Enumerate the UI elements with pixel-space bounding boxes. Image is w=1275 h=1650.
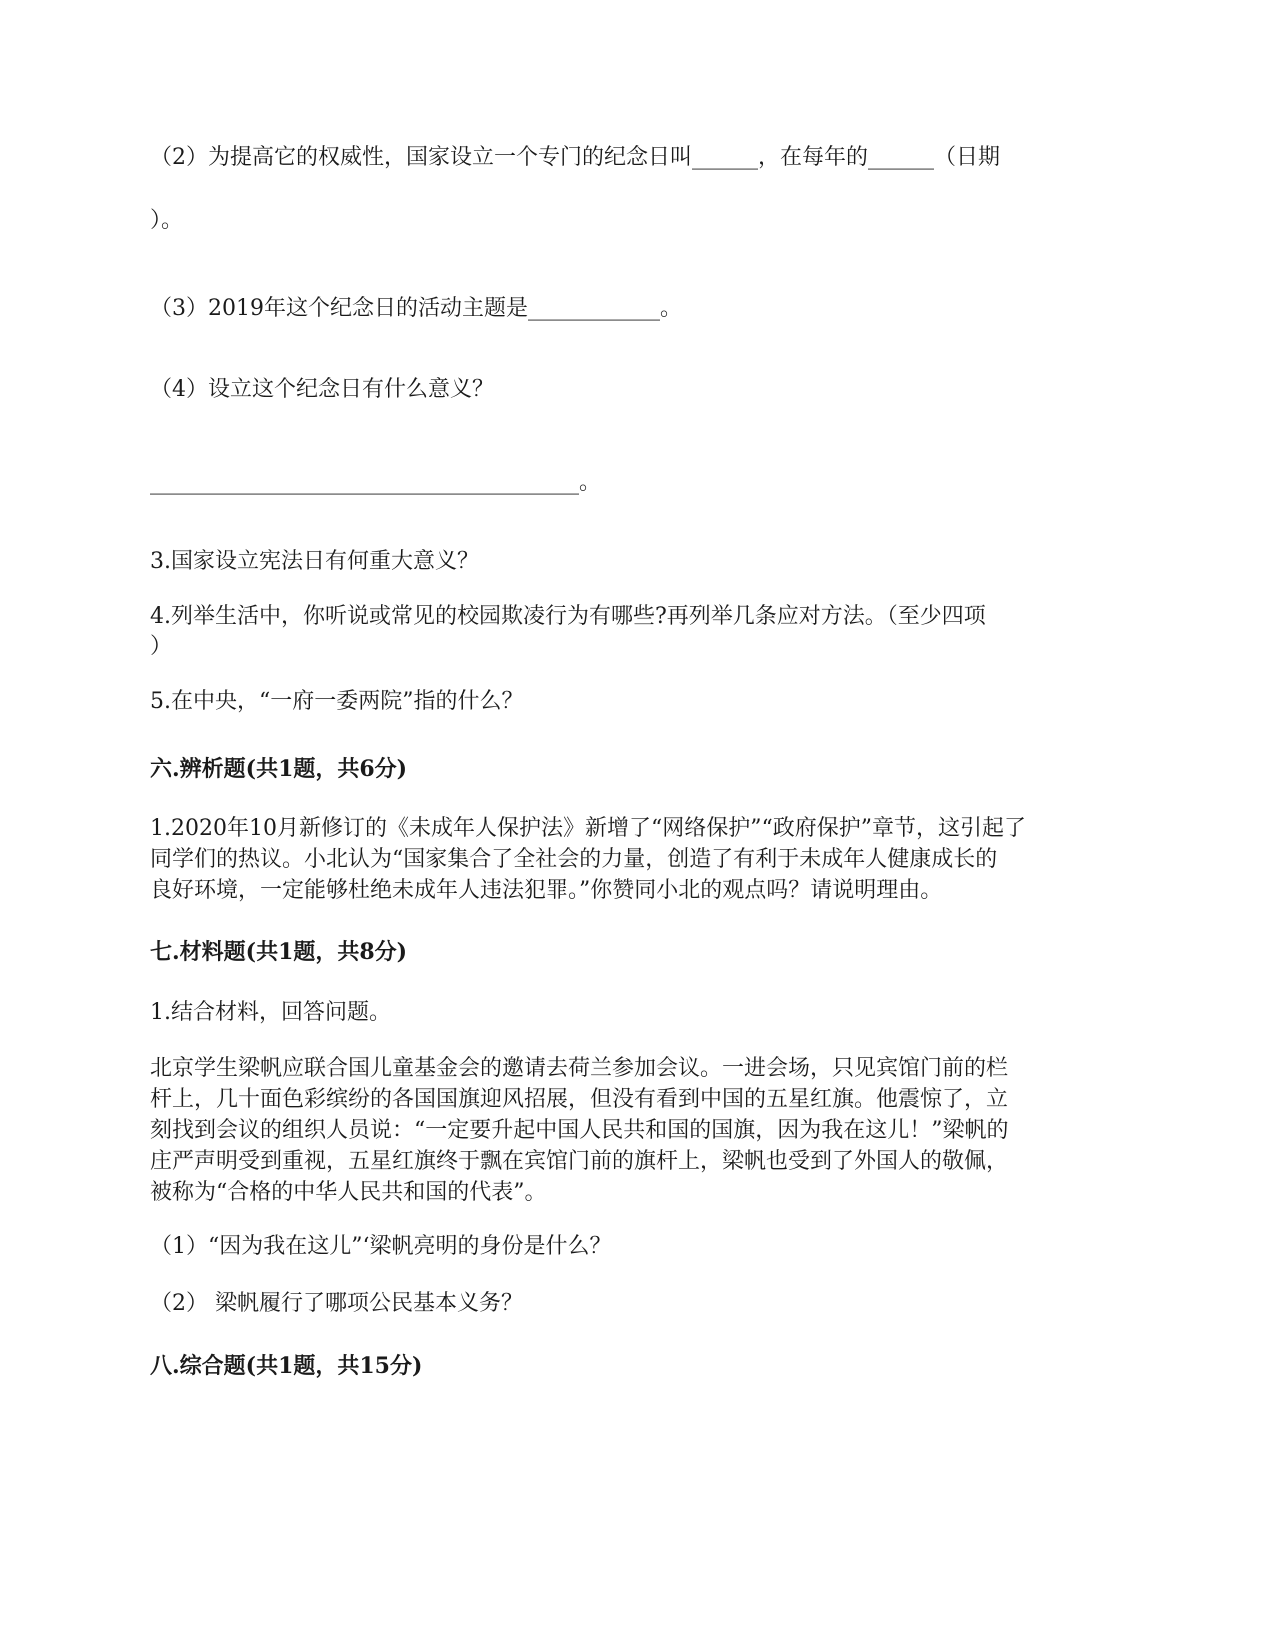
material-line-1: 北京学生梁帆应联合国儿童基金会的邀请去荷兰参加会议。一进会场，只见宾馆门前的栏 — [150, 1056, 1009, 1081]
section-7-sub-question-2: （2） 梁帆履行了哪项公民基本义务？ — [150, 1291, 523, 1316]
section-6-q1-line-1: 1.2020年10月新修订的《未成年人保护法》新增了“网络保护”“政府保护”章节，这引起了 — [150, 816, 1026, 841]
section-6-heading: 六.辨析题(共1题，共6分) — [150, 756, 408, 782]
material-line-4: 庄严声明受到重视，五星红旗终于飘在宾馆门前的旗杆上，梁帆也受到了外国人的敬佩， — [150, 1149, 1009, 1174]
section-8-heading: 八.综合题(共1题，共15分) — [150, 1353, 423, 1379]
material-line-3: 刻找到会议的组织人员说：“一定要升起中国人民共和国的国旗，因为我在这儿！”梁帆的 — [150, 1118, 1009, 1143]
question-2-2-line-1: （2）为提高它的权威性，国家设立一个专门的纪念日叫______，在每年的______（日期 — [150, 145, 1000, 170]
section-7-q1: 1.结合材料，回答问题。 — [150, 1000, 391, 1025]
material-line-2: 杆上，几十面色彩缤纷的各国国旗迎风招展，但没有看到中国的五星红旗。他震惊了，立 — [150, 1087, 1009, 1112]
question-2-4: （4）设立这个纪念日有什么意义？ — [150, 377, 494, 402]
question-2-2-line-2: ）。 — [150, 208, 184, 233]
section-7-sub-question-1: （1）“因为我在这儿”‘梁帆亮明的身份是什么？ — [150, 1234, 612, 1259]
material-line-5: 被称为“合格的中华人民共和国的代表”。 — [150, 1180, 547, 1205]
section-6-q1-line-2: 同学们的热议。小北认为“国家集合了全社会的力量，创造了有利于未成年人健康成长的 — [150, 847, 998, 872]
question-3: 3.国家设立宪法日有何重大意义？ — [150, 549, 479, 574]
section-7-heading: 七.材料题(共1题，共8分) — [150, 939, 408, 965]
question-5: 5.在中央，“一府一委两院”指的什么？ — [150, 689, 524, 714]
section-6-q1-line-3: 良好环境，一定能够杜绝未成年人违法犯罪。”你赞同小北的观点吗？请说明理由。 — [150, 878, 943, 903]
question-4-line-1: 4.列举生活中，你听说或常见的校园欺凌行为有哪些?再列举几条应对方法。（至少四项 — [150, 604, 986, 629]
question-4-line-2: ） — [150, 634, 173, 659]
answer-blank-line: _______________________________________。 — [150, 470, 602, 495]
question-2-3: （3）2019年这个纪念日的活动主题是____________。 — [150, 296, 682, 321]
